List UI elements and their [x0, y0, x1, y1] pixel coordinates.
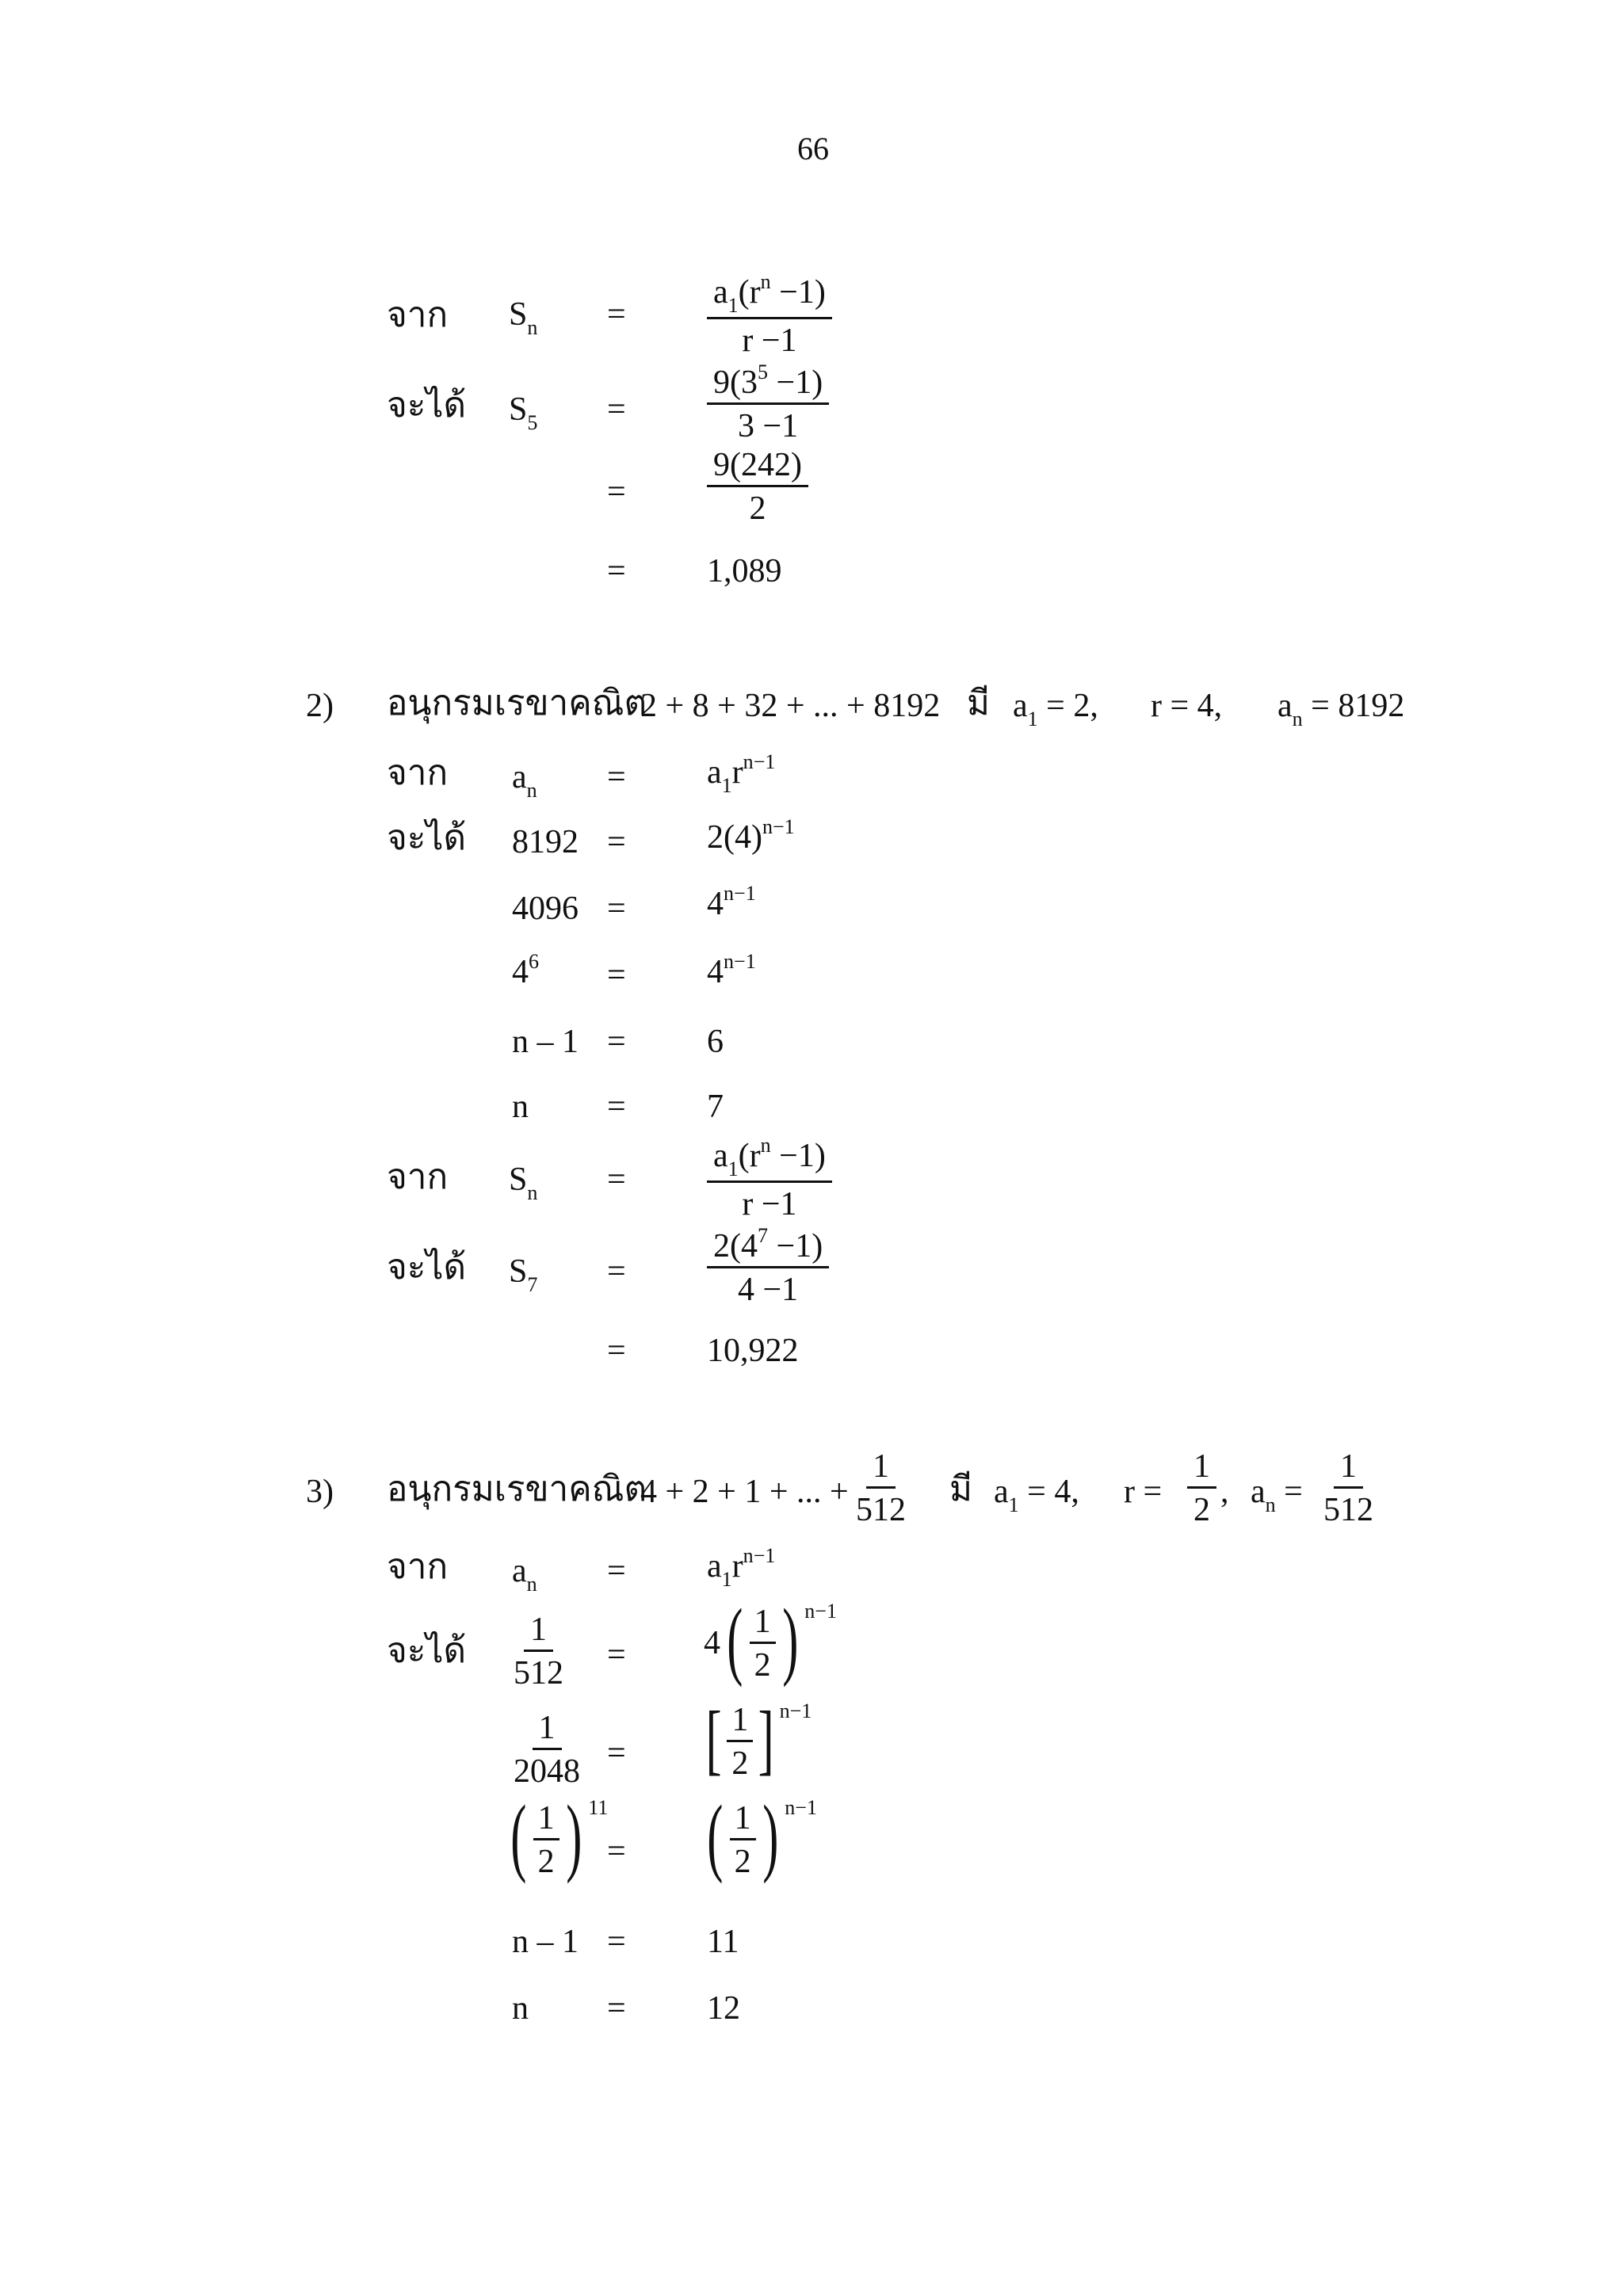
s5-result: 1,089	[707, 553, 782, 589]
s5-fraction: $\frac{9(3^5 -1)}{3 -1}$	[707, 364, 829, 443]
row-rhs: 12	[707, 1990, 740, 2027]
s7-result: 10,922	[707, 1333, 799, 1369]
an-formula: $a_1r^{n-1}$	[707, 750, 776, 797]
row-lhs: n	[512, 1990, 529, 2027]
have-label: มี	[967, 684, 991, 723]
from-label: จาก	[387, 296, 449, 334]
r-fraction: $\frac{1}{2}$	[1187, 1450, 1216, 1527]
equals-sign: =	[607, 1990, 626, 2027]
sn-symbol: $S_n$	[509, 296, 538, 339]
equals-sign: =	[607, 553, 626, 589]
sn-symbol: $S_n$	[509, 1161, 538, 1204]
row-rhs: $4^{n-1}$	[707, 950, 756, 990]
equals-sign: =	[607, 1161, 626, 1198]
sum-formula-fraction: $\frac{a_1(r^n -1)}{r -1}$	[707, 1138, 832, 1221]
s7-symbol: $S_7$	[509, 1253, 538, 1296]
equals-sign: =	[607, 1553, 626, 1589]
s7-fraction: $\frac{2(4^7 -1)}{4 -1}$	[707, 1228, 829, 1306]
equals-sign: =	[607, 1735, 626, 1772]
row-rhs: 7	[707, 1089, 724, 1125]
row-rhs-power: ( $\frac{1}{2}$ ) $^{n-1}$	[707, 1787, 817, 1884]
s5-symbol: $S_5$	[509, 391, 538, 434]
an-formula: $a_1r^{n-1}$	[707, 1544, 776, 1591]
an-symbol: $a_n$	[512, 1553, 537, 1596]
row-rhs: $4^{n-1}$	[707, 882, 756, 922]
r-label: r =	[1124, 1474, 1163, 1510]
equals-sign: =	[607, 1253, 626, 1290]
equals-sign: =	[607, 1024, 626, 1060]
series-expression: 4 + 2 + 1 + ... +	[640, 1474, 849, 1510]
equals-sign: =	[607, 957, 626, 994]
row-lhs-fraction: $\frac{1}{2048}$	[514, 1710, 580, 1790]
get-label: จะได้	[387, 386, 467, 425]
page-number: 66	[797, 131, 829, 166]
an-label: $a_n$ =	[1251, 1474, 1303, 1516]
from-label: จาก	[387, 1547, 449, 1586]
row-rhs: $2(4)^{n-1}$	[707, 815, 795, 856]
item-index-2: 2)	[306, 688, 334, 724]
equals-sign: =	[607, 1333, 626, 1369]
equals-sign: =	[607, 1089, 626, 1125]
item-index-3: 3)	[306, 1474, 334, 1510]
s5-step-fraction: $\frac{9(242)}{2}$	[707, 448, 808, 525]
row-lhs-fraction: $\frac{1}{512}$	[514, 1611, 563, 1691]
row-rhs-power: 4 ( $\frac{1}{2}$ ) $^{n-1}$	[704, 1591, 837, 1688]
row-lhs: n – 1	[512, 1024, 579, 1060]
row-lhs-power: ( $\frac{1}{2}$ ) $^{11}$	[510, 1787, 609, 1884]
equals-sign: =	[607, 1833, 626, 1870]
row-lhs: n – 1	[512, 1924, 579, 1960]
equals-sign: =	[607, 824, 626, 860]
a1-value: $a_1 = 4$,	[994, 1474, 1079, 1516]
have-label: มี	[949, 1470, 973, 1508]
row-lhs: 8192	[512, 824, 579, 860]
get-label: จะได้	[387, 1631, 467, 1670]
series-label: อนุกรมเรขาคณิต	[387, 684, 647, 723]
from-label: จาก	[387, 1158, 449, 1196]
row-lhs: 4096	[512, 891, 579, 927]
series-label: อนุกรมเรขาคณิต	[387, 1470, 647, 1508]
equals-sign: =	[607, 391, 626, 428]
series-last-term-fraction: $\frac{1}{512}$	[856, 1448, 906, 1528]
equals-sign: =	[607, 474, 626, 510]
series-expression: 2 + 8 + 32 + ... + 8192	[640, 688, 941, 724]
get-label: จะได้	[387, 1248, 467, 1287]
sum-formula-fraction: $\frac{a_1(r^n -1)}{r -1}$	[707, 274, 832, 357]
an-value: $a_n = 8192$	[1277, 688, 1405, 730]
from-label: จาก	[387, 753, 449, 792]
equals-sign: =	[607, 891, 626, 927]
row-rhs: 6	[707, 1024, 724, 1060]
r-comma: ,	[1220, 1474, 1229, 1510]
row-rhs: 11	[707, 1924, 739, 1960]
row-lhs: n	[512, 1089, 529, 1125]
an-fraction: $\frac{1}{512}$	[1323, 1448, 1373, 1528]
equals-sign: =	[607, 759, 626, 795]
row-rhs-power: [ $\frac{1}{2}$ ] $^{n-1}$	[705, 1694, 812, 1783]
row-lhs: $4^6$	[512, 950, 540, 990]
a1-value: $a_1 = 2$,	[1013, 688, 1098, 730]
r-value: r = 4,	[1151, 688, 1223, 724]
get-label: จะได้	[387, 818, 467, 857]
equals-sign: =	[607, 296, 626, 333]
an-symbol: $a_n$	[512, 759, 537, 802]
equals-sign: =	[607, 1637, 626, 1673]
equals-sign: =	[607, 1924, 626, 1960]
